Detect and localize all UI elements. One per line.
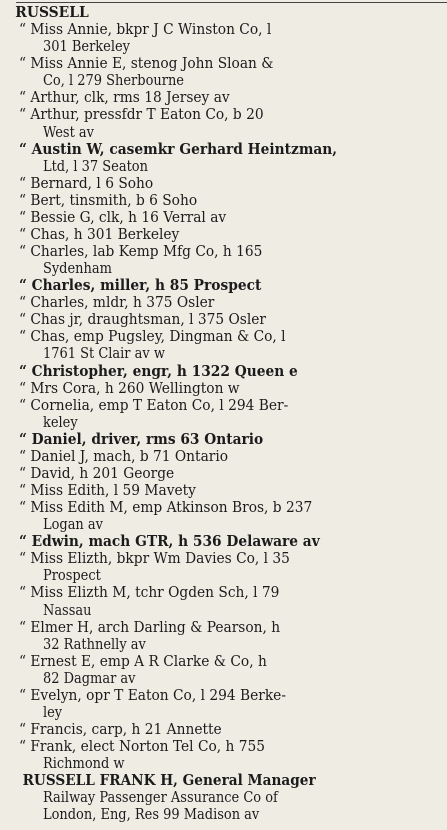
directory-entry: “ Miss Annie, bkpr J C Winston Co, l bbox=[18, 22, 272, 39]
directory-entry: “ Chas, emp Pugsley, Dingman & Co, l bbox=[18, 329, 286, 346]
margin-mark bbox=[6, 520, 8, 538]
entry-continuation: 1761 St Clair av w bbox=[42, 346, 165, 363]
top-rule bbox=[16, 2, 447, 3]
directory-entry: “ Miss Elizth, bkpr Wm Davies Co, l 35 bbox=[18, 551, 290, 568]
directory-entry: “ Miss Edith M, emp Atkinson Bros, b 237 bbox=[18, 500, 313, 516]
section-heading: RUSSELL bbox=[15, 4, 89, 21]
entry-continuation: Nassau bbox=[42, 602, 92, 619]
directory-entry: “ Chas, h 301 Berkeley bbox=[18, 226, 180, 243]
directory-entry: “ Charles, miller, h 85 Prospect bbox=[18, 277, 262, 295]
directory-entry: “ Miss Edith, l 59 Mavety bbox=[18, 483, 196, 499]
directory-entry: “ Bert, tinsmith, b 6 Soho bbox=[18, 192, 198, 209]
directory-entry: “ Charles, lab Kemp Mfg Co, h 165 bbox=[18, 244, 263, 260]
directory-entry: “ Ernest E, emp A R Clarke & Co, h bbox=[18, 653, 267, 670]
entry-continuation: Logan av bbox=[42, 517, 103, 534]
entry-continuation: Railway Passenger Assurance Co of bbox=[42, 790, 278, 807]
entry-continuation: Prospect bbox=[42, 568, 101, 585]
entry-continuation: ley bbox=[42, 704, 63, 721]
entry-continuation: Ltd, l 37 Seaton bbox=[42, 158, 148, 175]
directory-entry: RUSSELL FRANK H, General Manager bbox=[22, 772, 316, 790]
directory-entry: “ David, h 201 George bbox=[18, 465, 175, 482]
entry-continuation: London, Eng, Res 99 Madison av bbox=[42, 807, 260, 824]
directory-entry: “ Mrs Cora, h 260 Wellington w bbox=[18, 380, 240, 397]
entry-continuation: Sydenham bbox=[42, 261, 112, 278]
entry-continuation: 32 Rathnelly av bbox=[42, 636, 146, 653]
directory-entry: “ Bernard, l 6 Soho bbox=[18, 175, 154, 192]
directory-entry: “ Frank, elect Norton Tel Co, h 755 bbox=[18, 739, 266, 755]
entry-continuation: 301 Berkeley bbox=[42, 39, 130, 56]
entry-continuation: Co, l 279 Sherbourne bbox=[42, 73, 184, 90]
directory-entry: “ Evelyn, opr T Eaton Co, l 294 Berke- bbox=[18, 687, 286, 704]
directory-entry: “ Bessie G, clk, h 16 Verral av bbox=[18, 209, 227, 226]
entry-continuation: keley bbox=[42, 414, 78, 431]
entry-continuation: 82 Dagmar av bbox=[42, 670, 136, 687]
directory-entry: “ Austin W, casemkr Gerhard Heintzman, bbox=[18, 140, 338, 158]
directory-entry: “ Miss Annie E, stenog John Sloan & bbox=[18, 56, 274, 73]
directory-entry: “ Miss Elizth M, tchr Ogden Sch, l 79 bbox=[18, 585, 280, 602]
entry-continuation: West av bbox=[42, 124, 95, 141]
directory-entry: “ Daniel, driver, rms 63 Ontario bbox=[18, 430, 264, 448]
directory-entry: “ Arthur, pressfdr T Eaton Co, b 20 bbox=[18, 107, 264, 124]
directory-entry: “ Christopher, engr, h 1322 Queen e bbox=[18, 362, 298, 380]
directory-entry: “ Cornelia, emp T Eaton Co, l 294 Ber- bbox=[18, 397, 289, 414]
directory-entry: “ Francis, carp, h 21 Annette bbox=[18, 721, 222, 738]
directory-entry: “ Elmer H, arch Darling & Pearson, h bbox=[18, 619, 281, 636]
directory-entry: “ Arthur, clk, rms 18 Jersey av bbox=[18, 90, 230, 107]
directory-entry: “ Chas jr, draughtsman, l 375 Osler bbox=[18, 312, 266, 329]
directory-entry: “ Edwin, mach GTR, h 536 Delaware av bbox=[18, 533, 320, 551]
entry-continuation: Richmond w bbox=[42, 756, 125, 773]
directory-entry: “ Charles, mldr, h 375 Osler bbox=[18, 295, 215, 312]
directory-entry: “ Daniel J, mach, b 71 Ontario bbox=[18, 448, 229, 465]
